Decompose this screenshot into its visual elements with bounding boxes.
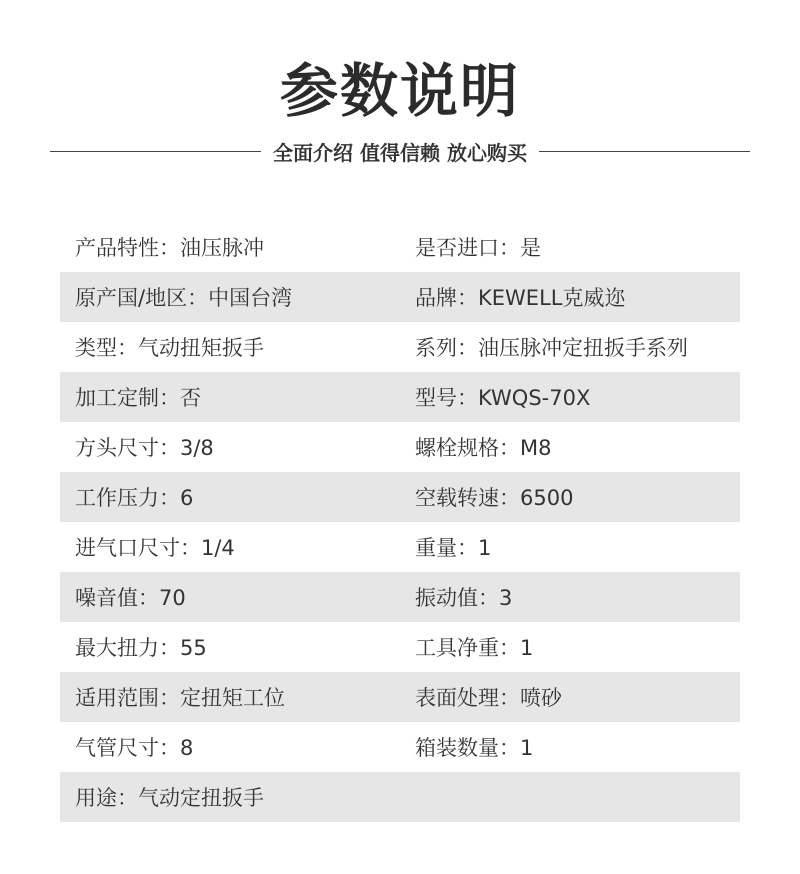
spec-row — [60, 672, 740, 722]
spec-cell-left: 适用范围：定扭矩工位 — [75, 686, 285, 710]
spec-row — [60, 572, 740, 622]
spec-cell-right: 工具净重：1 — [415, 636, 534, 660]
spec-cell-right: 螺栓规格：M8 — [415, 436, 552, 460]
spec-cell-left: 用途：气动定扭扳手 — [75, 786, 264, 810]
spec-cell-right: 重量：1 — [415, 536, 492, 560]
page-title: 参数说明 — [279, 57, 520, 125]
spec-cell-right: 系列：油压脉冲定扭扳手系列 — [415, 336, 688, 360]
spec-row — [60, 622, 740, 672]
spec-row — [60, 422, 740, 472]
spec-cell-left: 噪音值：70 — [75, 586, 186, 610]
divider-left — [50, 151, 261, 152]
spec-cell-left: 加工定制：否 — [75, 386, 201, 410]
page-subtitle: 全面介绍 值得信赖 放心购买 — [273, 140, 527, 165]
spec-cell-left: 最大扭力：55 — [75, 636, 207, 660]
spec-row — [60, 522, 740, 572]
spec-row — [60, 222, 740, 272]
spec-cell-right: 空载转速：6500 — [415, 486, 574, 510]
spec-row — [60, 772, 740, 822]
spec-cell-right: 型号：KWQS-70X — [415, 386, 591, 410]
spec-cell-right: 是否进口：是 — [415, 236, 541, 260]
spec-table — [60, 222, 740, 822]
spec-cell-left: 进气口尺寸：1/4 — [75, 536, 235, 560]
spec-cell-left: 类型：气动扭矩扳手 — [75, 336, 264, 360]
spec-row — [60, 722, 740, 772]
spec-cell-left: 气管尺寸：8 — [75, 736, 194, 760]
spec-cell-right: 品牌：KEWELL克威迩 — [415, 286, 626, 310]
spec-cell-right: 振动值：3 — [415, 586, 513, 610]
subtitle-banner — [50, 136, 750, 166]
spec-row — [60, 372, 740, 422]
spec-row — [60, 472, 740, 522]
divider-right — [539, 151, 750, 152]
spec-cell-right: 箱装数量：1 — [415, 736, 534, 760]
spec-cell-left: 原产国/地区：中国台湾 — [75, 286, 293, 310]
spec-row — [60, 272, 740, 322]
spec-cell-left: 产品特性：油压脉冲 — [75, 236, 264, 260]
spec-cell-left: 方头尺寸：3/8 — [75, 436, 214, 460]
spec-cell-left: 工作压力：6 — [75, 486, 194, 510]
spec-row — [60, 322, 740, 372]
spec-cell-right: 表面处理：喷砂 — [415, 686, 562, 710]
